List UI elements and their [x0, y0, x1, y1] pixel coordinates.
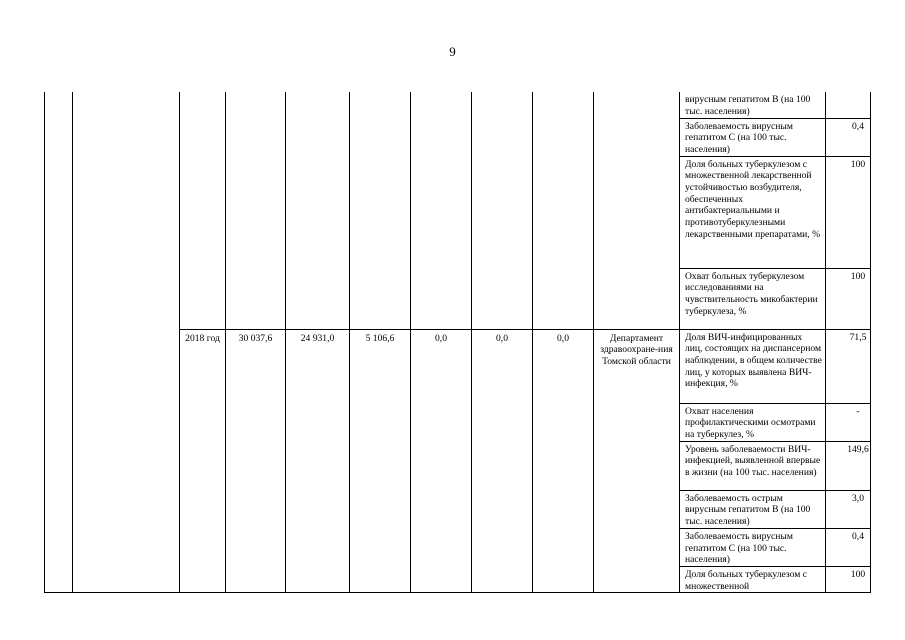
indicator-cell: Доля больных туберкулезом с множественной	[680, 566, 826, 592]
value-cell: 100	[826, 268, 871, 329]
total-cell	[226, 92, 286, 329]
funding-cell: 0,0	[472, 329, 533, 593]
indicator-cell: Заболеваемость вирусным гепатитом С (на 100 тыс. населения)	[680, 118, 826, 156]
value-cell: 71,5	[826, 329, 871, 403]
year-cell: 2018 год	[180, 329, 226, 593]
funding-cell: 5 106,6	[350, 329, 411, 593]
funding-cell	[533, 92, 594, 329]
value-cell: -	[826, 403, 871, 441]
page-number: 9	[449, 44, 456, 59]
funding-cell	[472, 92, 533, 329]
funding-cell	[411, 92, 472, 329]
total-cell: 30 037,6	[226, 329, 286, 593]
value-cell: 0,4	[826, 118, 871, 156]
value-cell: 3,0	[826, 490, 871, 528]
value-cell: 149,6	[826, 441, 871, 490]
indicator-cell: Доля больных туберкулезом с множественной лекарственной устойчивостью возбудителя, обеспеченных антибактериальными и противотуберкулезными лекарственными препаратами, %	[680, 156, 826, 268]
executor-cell	[594, 92, 680, 329]
value-cell: 100	[826, 566, 871, 592]
funding-cell	[286, 92, 350, 329]
value-cell: 100	[826, 156, 871, 268]
indicator-cell: вирусным гепатитом В (на 100 тыс. населения)	[680, 92, 826, 118]
executor-cell: Департамент здравоохране-ния Томской области	[594, 329, 680, 593]
value-cell: 0,4	[826, 528, 871, 566]
indicator-cell: Заболеваемость острым вирусным гепатитом В (на 100 тыс. населения)	[680, 490, 826, 528]
funding-cell	[350, 92, 411, 329]
program-table	[44, 92, 871, 593]
number-cell	[45, 92, 73, 593]
funding-cell: 0,0	[533, 329, 594, 593]
indicator-cell: Заболеваемость вирусным гепатитом С (на 100 тыс. населения)	[680, 528, 826, 566]
indicator-cell: Доля ВИЧ-инфицированных лиц, состоящих на диспансерном наблюдении, в общем количестве лиц, у которых выявлена ВИЧ-инфекция, %	[680, 329, 826, 403]
indicator-cell: Уровень заболеваемости ВИЧ-инфекцией, выявленной впервые в жизни (на 100 тыс. населения)	[680, 441, 826, 490]
period-cell	[180, 92, 226, 329]
table-row	[45, 92, 871, 118]
indicator-cell: Охват больных туберкулезом исследованиями на чувствительность микобактерии туберкулеза, %	[680, 268, 826, 329]
activity-cell	[73, 92, 180, 593]
funding-cell: 24 931,0	[286, 329, 350, 593]
funding-cell: 0,0	[411, 329, 472, 593]
value-cell	[826, 92, 871, 118]
indicator-cell: Охват населения профилактическими осмотрами на туберкулез, %	[680, 403, 826, 441]
